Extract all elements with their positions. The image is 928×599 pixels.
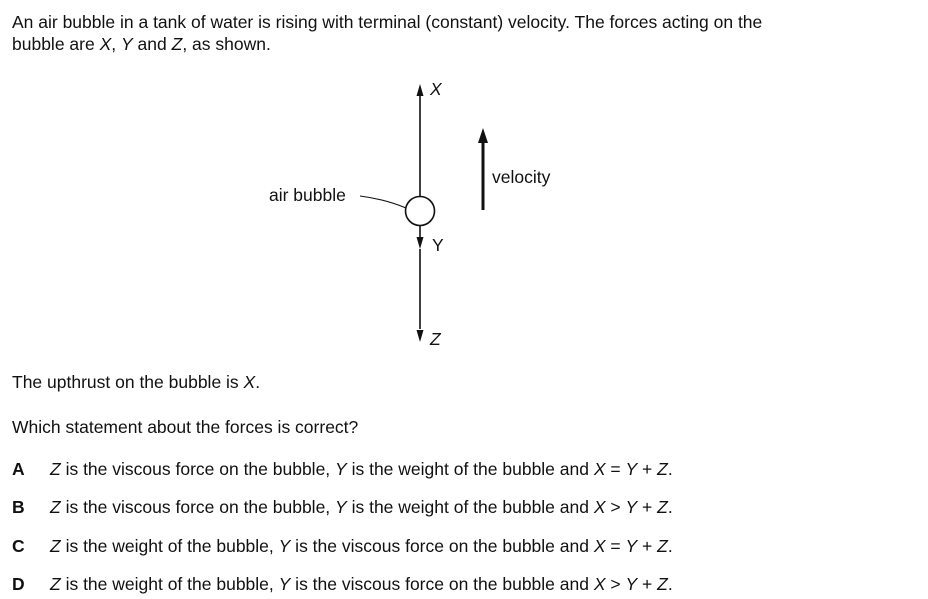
option-plus: + xyxy=(637,497,658,517)
variable-z: Z xyxy=(50,459,61,479)
variable-z: Z xyxy=(171,34,183,54)
option-end: . xyxy=(667,574,673,594)
option-text: is the weight of the bubble, xyxy=(60,536,279,556)
option-end: . xyxy=(667,497,673,517)
option-letter: C xyxy=(12,536,25,556)
variable-y: Y xyxy=(625,459,638,479)
variable-x: X xyxy=(593,497,606,517)
variable-z: Z xyxy=(657,497,668,517)
option-letter: B xyxy=(12,497,25,517)
option-text: is the weight of the bubble and xyxy=(346,497,594,517)
option-text: is the weight of the bubble and xyxy=(346,459,594,479)
option-text: is the viscous force on the bubble, xyxy=(60,459,336,479)
variable-x: X xyxy=(99,34,112,54)
option-text: is the weight of the bubble, xyxy=(60,574,279,594)
option-end: . xyxy=(667,459,673,479)
velocity-arrowhead xyxy=(478,128,488,143)
upthrust-statement xyxy=(12,371,260,393)
option-d[interactable] xyxy=(12,573,673,595)
force-z-label: Z xyxy=(430,329,441,349)
option-letter: A xyxy=(12,459,25,479)
option-plus: + xyxy=(637,574,658,594)
variable-y: Y xyxy=(335,497,347,517)
air-bubble-label: air bubble xyxy=(269,185,346,205)
option-letter: D xyxy=(12,574,25,594)
stem-text: , as shown. xyxy=(182,34,271,54)
option-plus: + xyxy=(637,459,658,479)
stem-text: and xyxy=(132,34,172,54)
option-text: is the viscous force on the bubble and xyxy=(290,574,594,594)
variable-y: Y xyxy=(625,536,638,556)
velocity-label: velocity xyxy=(492,167,551,187)
upthrust-text: . xyxy=(255,372,261,392)
air-bubble-circle xyxy=(406,197,435,226)
variable-z: Z xyxy=(657,574,668,594)
variable-y: Y xyxy=(278,574,291,594)
variable-y: Y xyxy=(625,497,638,517)
variable-z: Z xyxy=(50,497,61,517)
variable-x: X xyxy=(593,536,606,556)
option-a[interactable] xyxy=(12,458,673,480)
option-relation: > xyxy=(605,497,626,517)
stem-text: , xyxy=(111,34,121,54)
variable-z: Z xyxy=(50,574,61,594)
option-plus: + xyxy=(637,536,658,556)
option-text: is the viscous force on the bubble and xyxy=(290,536,594,556)
option-end: . xyxy=(667,536,673,556)
variable-y: Y xyxy=(335,459,347,479)
option-b[interactable] xyxy=(12,496,673,518)
force-y-arrowhead xyxy=(417,237,424,249)
force-x-label: X xyxy=(430,79,442,99)
option-c[interactable] xyxy=(12,535,673,557)
option-relation: = xyxy=(605,536,626,556)
variable-y: Y xyxy=(625,574,638,594)
option-relation: = xyxy=(605,459,626,479)
bubble-leader-line xyxy=(360,196,406,208)
variable-z: Z xyxy=(657,536,668,556)
force-z-arrowhead xyxy=(417,330,424,342)
force-x-arrowhead xyxy=(417,84,424,96)
variable-z: Z xyxy=(657,459,668,479)
force-y-label: Y xyxy=(432,235,444,255)
variable-y: Y xyxy=(121,34,133,54)
upthrust-text: The upthrust on the bubble is xyxy=(12,372,244,392)
variable-z: Z xyxy=(50,536,61,556)
option-text: is the viscous force on the bubble, xyxy=(60,497,336,517)
variable-x: X xyxy=(243,372,256,392)
option-relation: > xyxy=(605,574,626,594)
stem-text: bubble are xyxy=(12,34,100,54)
variable-y: Y xyxy=(278,536,291,556)
variable-x: X xyxy=(593,574,606,594)
stem-line-1: An air bubble in a tank of water is rising with terminal (constant) velocity. The forces acting on the xyxy=(12,12,763,32)
question-prompt: Which statement about the forces is correct? xyxy=(12,417,359,437)
variable-x: X xyxy=(593,459,606,479)
